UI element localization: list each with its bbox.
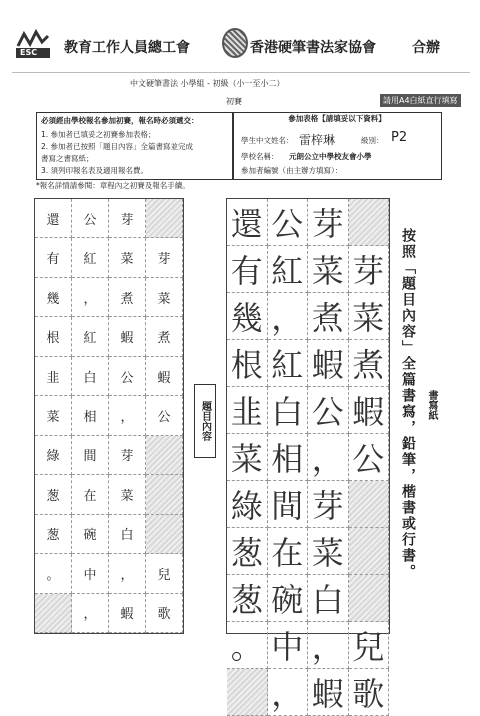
character-cell[interactable]: ， [268, 293, 309, 340]
character-cell[interactable]: 葱 [227, 575, 268, 622]
notes-footnote: *報名詳情請參閱：章程內之初賽及報名手續。 [36, 181, 190, 190]
character-cell[interactable]: 公 [349, 434, 390, 481]
blank-cell [146, 475, 183, 514]
character-cell[interactable]: 菜 [308, 528, 349, 575]
character-cell: 芽 [109, 436, 146, 475]
organizer-logo [14, 26, 52, 60]
character-cell: 蝦 [109, 317, 146, 356]
character-cell[interactable]: 韭 [227, 387, 268, 434]
character-cell: 白 [109, 515, 146, 554]
paper-instruction-stamp: 請用A4白紙直行填寫 [380, 94, 461, 107]
co-organizer: 合辦 [412, 40, 440, 56]
notes-item: 2. 參加者已按照「題目內容」全篇書寫並完成 [41, 142, 194, 151]
topic-label: 題目內容 [194, 384, 216, 458]
participant-id-label: 參加者編號（由主辦方填寫）： [241, 166, 343, 175]
student-name-value[interactable]: 雷梓琳 [299, 133, 336, 147]
character-cell: 相 [72, 396, 109, 435]
character-cell[interactable]: ， [308, 622, 349, 669]
paper-label: 書寫紙 [426, 390, 437, 420]
character-cell: 。 [35, 554, 72, 593]
character-cell[interactable]: 碗 [268, 575, 309, 622]
character-cell[interactable]: 紅 [268, 340, 309, 387]
blank-cell[interactable] [349, 199, 390, 246]
character-cell: 蝦 [109, 594, 146, 633]
character-cell: 芽 [109, 199, 146, 238]
character-cell: 中 [72, 554, 109, 593]
school-name-value[interactable]: 元朗公立中學校友會小學 [289, 152, 372, 161]
character-cell[interactable]: ， [308, 434, 349, 481]
round-label: 初賽 [226, 97, 242, 106]
character-cell[interactable]: 公 [268, 199, 309, 246]
topic-grid [34, 198, 184, 634]
character-cell[interactable]: 根 [227, 340, 268, 387]
character-cell: ， [109, 396, 146, 435]
character-cell: 紅 [72, 238, 109, 277]
character-cell: 芽 [146, 238, 183, 277]
character-cell: ， [72, 594, 109, 633]
character-cell: 碗 [72, 515, 109, 554]
blank-cell [35, 594, 72, 633]
blank-cell [146, 199, 183, 238]
character-cell: 煮 [146, 317, 183, 356]
organizer-2: 香港硬筆書法家協會 [250, 40, 376, 56]
character-cell: 紅 [72, 317, 109, 356]
blank-cell[interactable] [349, 575, 390, 622]
blank-cell [146, 515, 183, 554]
character-cell[interactable]: 歌 [349, 669, 390, 716]
character-cell: 菜 [109, 238, 146, 277]
character-cell[interactable]: 間 [268, 481, 309, 528]
character-cell: 葱 [35, 515, 72, 554]
character-cell[interactable]: ， [268, 669, 309, 716]
character-cell: 菜 [146, 278, 183, 317]
character-cell[interactable]: 紅 [268, 246, 309, 293]
character-cell: 綠 [35, 436, 72, 475]
character-cell[interactable]: 芽 [349, 246, 390, 293]
notes-item: 3. 須列印報名表及適用報名費。 [41, 166, 149, 175]
character-cell: 在 [72, 475, 109, 514]
character-cell[interactable]: 白 [308, 575, 349, 622]
character-cell[interactable]: 相 [268, 434, 309, 481]
character-cell: ， [72, 278, 109, 317]
character-cell: 蝦 [146, 357, 183, 396]
character-cell[interactable]: 在 [268, 528, 309, 575]
logo-text: ESC [20, 48, 38, 57]
character-cell[interactable]: 煮 [349, 340, 390, 387]
competition-subtitle: 中文硬筆書法 小學組 - 初級（小一至小二） [130, 79, 285, 88]
grade-label: 級別： [361, 136, 384, 145]
character-cell: 菜 [109, 475, 146, 514]
character-cell[interactable]: 還 [227, 199, 268, 246]
entry-form [232, 112, 442, 180]
character-cell[interactable]: 幾 [227, 293, 268, 340]
character-cell: 白 [72, 357, 109, 396]
character-cell: 葱 [35, 475, 72, 514]
character-cell[interactable]: 綠 [227, 481, 268, 528]
grade-value[interactable]: P2 [391, 130, 408, 145]
character-cell[interactable]: 蝦 [349, 387, 390, 434]
student-name-label: 學生中文姓名： [241, 136, 294, 145]
association-seal-icon [222, 28, 248, 58]
character-cell: 間 [72, 436, 109, 475]
notes-item: 1. 參加者已填妥之初賽參加表格； [41, 130, 156, 139]
notes-title: 必須經由學校報名參加初賽，報名時必須遞交： [41, 116, 199, 125]
writing-instruction: 按照「題目內容」全篇書寫，鉛筆，楷書或行書。 [400, 228, 416, 580]
character-cell[interactable]: 蝦 [308, 340, 349, 387]
character-cell[interactable]: 葱 [227, 528, 268, 575]
header-divider [12, 72, 470, 73]
character-cell[interactable]: 。 [227, 622, 268, 669]
character-cell: 煮 [109, 278, 146, 317]
blank-cell[interactable] [349, 528, 390, 575]
character-cell: 公 [146, 396, 183, 435]
character-cell[interactable]: 菜 [308, 246, 349, 293]
character-cell[interactable]: 有 [227, 246, 268, 293]
blank-cell[interactable] [227, 669, 268, 716]
character-cell[interactable]: 兒 [349, 622, 390, 669]
character-cell: 公 [72, 199, 109, 238]
character-cell: 韭 [35, 357, 72, 396]
character-cell[interactable]: 煮 [308, 293, 349, 340]
character-cell: 還 [35, 199, 72, 238]
character-cell: 公 [109, 357, 146, 396]
character-cell[interactable]: 公 [308, 387, 349, 434]
character-cell: 有 [35, 238, 72, 277]
character-cell: 根 [35, 317, 72, 356]
submission-notes [36, 112, 234, 180]
character-cell[interactable]: 中 [268, 622, 309, 669]
character-cell: 幾 [35, 278, 72, 317]
blank-cell[interactable] [349, 481, 390, 528]
writing-grid[interactable] [226, 198, 390, 713]
character-cell[interactable]: 菜 [227, 434, 268, 481]
organizer-1: 教育工作人員總工會 [64, 40, 190, 56]
notes-item: 書寫之書寫紙； [41, 154, 94, 163]
character-cell: 歌 [146, 594, 183, 633]
character-cell: 兒 [146, 554, 183, 593]
character-cell[interactable]: 芽 [308, 199, 349, 246]
school-name-label: 學校名稱： [241, 152, 279, 161]
character-cell: 菜 [35, 396, 72, 435]
blank-cell [146, 436, 183, 475]
character-cell[interactable]: 芽 [308, 481, 349, 528]
character-cell[interactable]: 白 [268, 387, 309, 434]
character-cell: ， [109, 554, 146, 593]
character-cell[interactable]: 菜 [349, 293, 390, 340]
form-title: 參加表格【請填妥以下資料】 [288, 114, 386, 123]
character-cell[interactable]: 蝦 [308, 669, 349, 716]
